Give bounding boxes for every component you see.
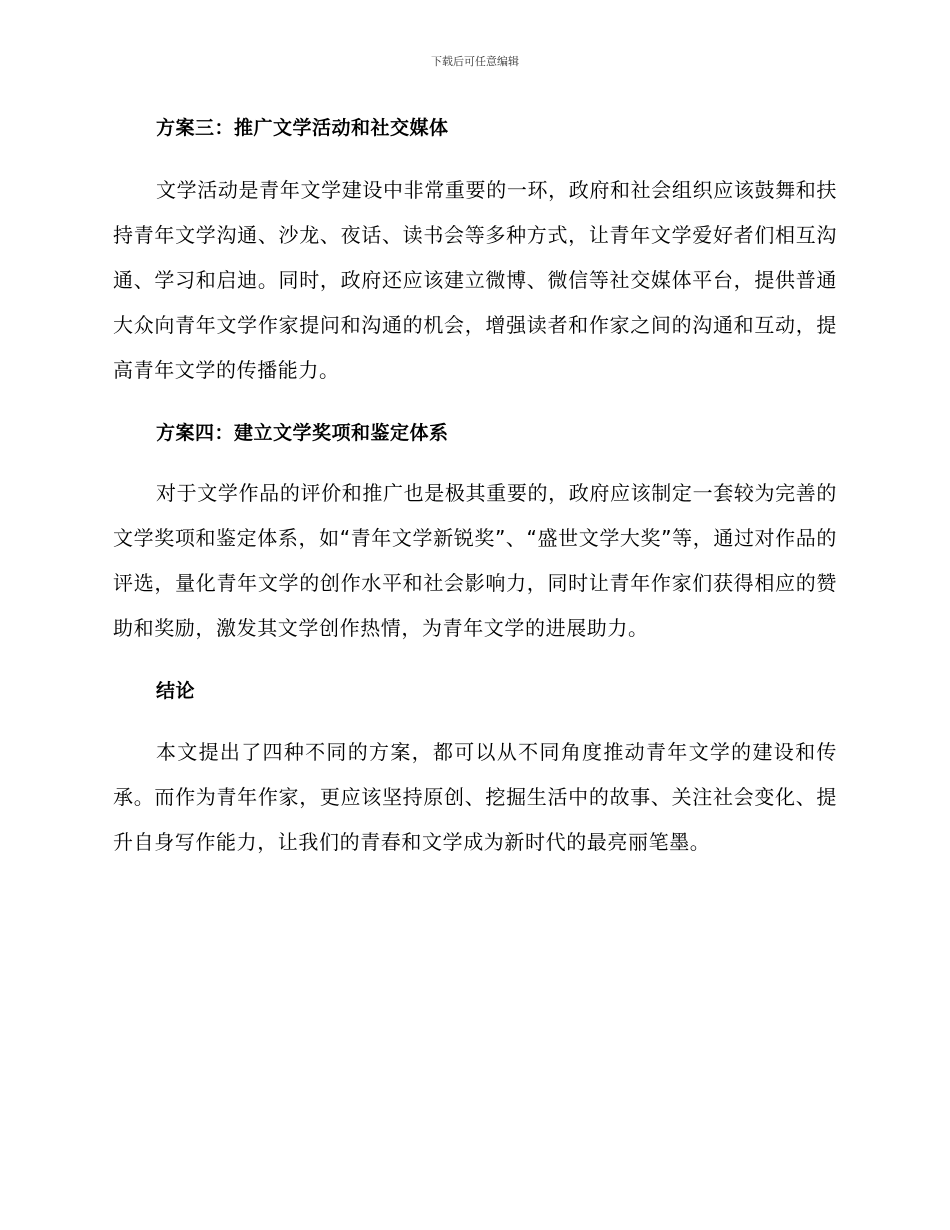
section-paragraph-conclusion: 本文提出了四种不同的方案，都可以从不同角度推动青年文学的建设和传承。而作为青年作家，更应该坚持原创、挖掘生活中的故事、关注社会变化、提升自身写作能力，让我们的青春和文学成为新时代的最亮丽笔墨。 (113, 740, 837, 854)
section-heading-plan-four: 方案四：建立文学奖项和鉴定体系 (156, 422, 449, 444)
section-heading-conclusion: 结论 (156, 680, 196, 702)
section-paragraph-plan-three: 文学活动是青年文学建设中非常重要的一环，政府和社会组织应该鼓舞和扶持青年文学沟通、沙龙、夜话、读书会等多种方式，让青年文学爱好者们相互沟通、学习和启迪。同时，政府还应该建立微博、微信等社交媒体平台，提供普通大众向青年文学作家提问和沟通的机会，增强读者和作家之间的沟通和互动，提高青年文学的传播能力。 (113, 178, 837, 382)
document-body (113, 110, 837, 865)
section-heading-plan-three: 方案三：推广文学活动和社交媒体 (156, 117, 449, 139)
page-header-note: 下载后可任意编辑 (431, 55, 519, 68)
section-paragraph-plan-four: 对于文学作品的评价和推广也是极其重要的，政府应该制定一套较为完善的文学奖项和鉴定体系，如“青年文学新锐奖”、“盛世文学大奖”等，通过对作品的评选，量化青年文学的创作水平和社会影响力，同时让青年作家们获得相应的赞助和奖励，激发其文学创作热情，为青年文学的进展助力。 (113, 481, 837, 640)
